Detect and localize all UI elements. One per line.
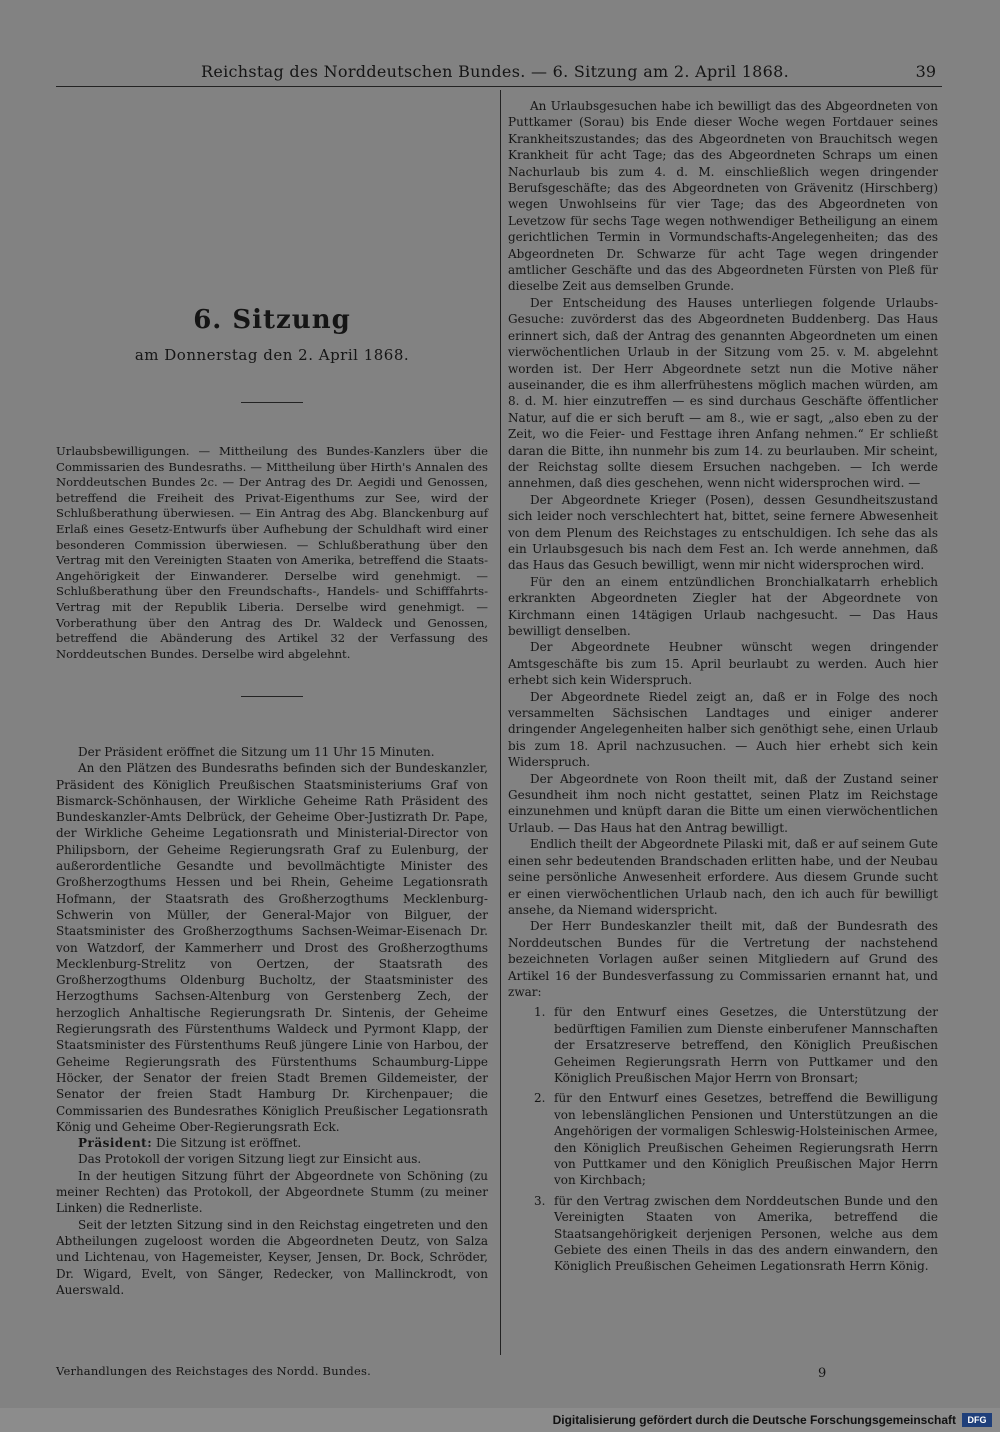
summary-text: Urlaubsbewilligungen. — Mittheilung des Bundes-Kanzlers über die Commissarien des Bundesraths. — Mittheilung über Hirth's Annalen des Norddeutschen Bundes 2c. — Der Antrag des Dr. Aegidi und Genossen, betreffend die Freiheit des Privat-Eigenthums zur See, wird der Schlußberathung überwiesen. — Ein Antrag des Abg. Blanckenburg auf Erlaß eines Gesetz-Entwurfs über Aufhebung der Schuldhaft wird einer besonderen Commission überwiesen. — Schlußberathung über den Vertrag mit den Vereinigten Staaten von Amerika, betreffend die Staats-Angehörigkeit der Einwanderer. Derselbe wird genehmigt. — Schlußberathung über den Freundschafts-, Handels- und Schifffahrts-Vertrag mit der Republik Liberia. Derselbe wird genehmigt. — Vorberathung über den Antrag des Dr. Waldeck und Genossen, betreffend die Abänderung des Artikel 32 der Verfassung des Norddeutschen Bundes. Derselbe wird abgelehnt. [56, 444, 488, 661]
sheet-number: 9 [818, 1366, 827, 1381]
paragraph: Der Entscheidung des Hauses unterliegen folgende Urlaubs-Gesuche: zuvörderst das des Abgeordneten Buddenberg. Das Haus erinnert sich, daß der Antrag des genannten Abgeordneten um einen vierwöchentlichen Urlaub in der Sitzung vom 25. v. M. abgelehnt worden ist. Der Herr Abgeordnete setzt nun die Motive näher auseinander, die es ihm allerfrühestens möglich machen würden, am 8. d. M. hier einzutreffen — es sind durchaus Geschäfte öffentlicher Natur, auf die er sich beruft — am 8., wie er sagt, „also eben zu der Zeit, wo die Feier- und Festtage ihren Anfang nehmen.“ Er schließt daran die Bitte, ihn nunmehr bis zum 14. zu beurlauben. Mir scheint, der Reichstag sollte diesem Ersuchen nachgeben. — Ich werde annehmen, daß dies geschehen, wenn nicht widersprochen wird. — [508, 295, 938, 491]
commissioner-list [508, 1004, 938, 1275]
running-header-title: Reichstag des Norddeutschen Bundes. — 6. Sitzung am 2. April 1868. [201, 62, 790, 81]
list-item-number: 2. [534, 1091, 546, 1106]
speaker-label: Präsident: [78, 1136, 153, 1151]
paragraph: Der Abgeordnete von Roon theilt mit, daß der Zustand seiner Gesundheit ihm noch nicht gestattet, seinen Platz im Reichstage einzunehmen und knüpft daran die Bitte um einen vierwöchentlichen Urlaub. — Das Haus hat den Antrag bewilligt. [508, 771, 938, 835]
paragraph: Endlich theilt der Abgeordnete Pilaski mit, daß er auf seinem Gute einen sehr bedeutenden Brandschaden erlitten habe, und der Neubau seine persönliche Anwesenheit erfordere. Aus diesem Grunde sucht er einen vierwöchentlichen Urlaub nach, den ich auch für bewilligt ansehe, da Niemand widerspricht. [508, 837, 938, 917]
session-title: 6. Sitzung [193, 305, 351, 335]
new-members-paragraph: Seit der letzten Sitzung sind in den Reichstag eingetreten und den Abtheilungen zugeloost worden die Abgeordneten Deutz, von Salza und Lichtenau, von Hagemeister, Keyser, Jensen, Dr. Bock, Schröder, Dr. Wigard, Evelt, von Sänger, Redecker, von Mallinckrodt, von Auerswald. [56, 1217, 488, 1297]
paragraph: Für den an einem entzündlichen Bronchialkatarrh erheblich erkrankten Abgeordneten Ziegler hat der Abgeordnete von Kirchmann einen 14tägigen Urlaub nachgesucht. — Das Haus bewilligt denselben. [508, 574, 938, 638]
list-item [508, 1090, 938, 1188]
section-rule [241, 402, 303, 403]
list-item [508, 1004, 938, 1086]
header-rule [56, 86, 942, 87]
paragraph: Der Herr Bundeskanzler theilt mit, daß der Bundesrath des Norddeutschen Bundes für die Vertretung der nachstehend bezeichneten Vorlagen außer seinen Mitgliedern auf Grund des Artikel 16 der Bundesverfassung zu Commissarien ernannt hat, und zwar: [508, 919, 938, 999]
list-item-number: 1. [534, 1005, 546, 1020]
page-number: 39 [915, 62, 936, 81]
footer-note: Verhandlungen des Reichstages des Nordd. Bundes. [56, 1364, 371, 1378]
paragraph: An Urlaubsgesuchen habe ich bewilligt das des Abgeordneten von Puttkamer (Sorau) bis Ende dieser Woche wegen Fortdauer seines Krankheitszustandes; das des Abgeordneten von Brauchitsch wegen Krankheit für acht Tage; das des Abgeordneten Schraps um einen Nachurlaub bis zum 4. d. M. einschließlich wegen dringender Berufsgeschäfte; das des Abgeordneten von Grävenitz (Hirschberg) wegen Unwohlseins für vier Tage; das des Abgeordneten von Levetzow für sechs Tage wegen nothwendiger Betheiligung an einem gerichtlichen Termin in Vormundschafts-Angelegenheiten; das des Abgeordneten Dr. Schwarze für acht Tage wegen dringender amtlicher Geschäfte und das des Abgeordneten Fürsten von Pleß für dieselbe Zeit aus demselben Grunde. [508, 99, 938, 294]
session-summary [56, 444, 488, 662]
president-speech [56, 1135, 488, 1151]
running-header [56, 62, 942, 88]
section-rule [241, 696, 303, 697]
list-item-text: für den Entwurf eines Gesetzes, die Unterstützung der bedürftigen Familien zum Dienste einberufener Mannschaften der Ersatzreserve betreffend, den Königlich Preußischen Geheimen Regierungsrath Herrn von Puttkamer und den Königlich Preußischen Major Herrn von Bronsart; [554, 1005, 938, 1085]
digitization-credit: Digitalisierung gefördert durch die Deutsche Forschungsgemeinschaft [552, 1413, 956, 1427]
protocol-paragraph: Das Protokoll der vorigen Sitzung liegt zur Einsicht aus. [78, 1152, 422, 1167]
list-item-number: 3. [534, 1193, 546, 1208]
list-item [508, 1193, 938, 1275]
attendance-paragraph: An den Plätzen des Bundesraths befinden sich der Bundeskanzler, Präsident des Königlich Preußischen Staatsministeriums Graf von Bismarck-Schönhausen, der Wirkliche Geheime Rath Präsident des Bundeskanzler-Amts Delbrück, der Geheime Ober-Justizrath Dr. Pape, der Wirkliche Geheime Legationsrath und Ministerial-Director von Philipsborn, der Geheime Regierungsrath Graf zu Eulenburg, der außerordentliche Gesandte und bevollmächtigte Minister des Großherzogthums Hessen und bei Rhein, Geheime Legationsrath Hofmann, der Staatsrath des Großherzogthums Mecklenburg-Schwerin von Müller, der General-Major von Bilguer, der Staatsminister des Großherzogthums Sachsen-Weimar-Eisenach Dr. von Watzdorf, der Kammerherr und Drost des Großherzogthums Mecklenburg-Strelitz von Oertzen, der Staatsrath des Großherzogthums Oldenburg Bucholtz, der Staatsminister des Herzogthums Sachsen-Altenburg von Gerstenberg Zech, der herzoglich Anhaltische Regierungsrath Dr. Sintenis, der Geheime Regierungsrath des Fürstenthums Waldeck und Pyrmont Klapp, der Staatsminister des Fürstenthums Reuß jüngere Linie von Harbou, der Geheime Regierungsrath des Fürstenthums Schaumburg-Lippe Höcker, der Senator der freien Stadt Bremen Gildemeister, der Senator der freien Stadt Hamburg Dr. Kirchenpauer; die Commissarien des Bundesrathes Königlich Preußischer Legationsrath König und Geheime Ober-Regierungsrath Eck. [56, 761, 488, 1134]
speech-text: Die Sitzung ist eröffnet. [156, 1136, 302, 1151]
list-item-text: für den Entwurf eines Gesetzes, betreffend die Bewilligung von lebenslänglichen Pensionen und Unterstützungen an die Angehörigen der vormaligen Schleswig-Holsteinischen Armee, den Königlich Preußischen Geheimen Regierungsrath Herrn von Puttkamer und den Königlich Preußischen Major Herrn von Kirchbach; [554, 1091, 938, 1188]
list-item-text: für den Vertrag zwischen dem Norddeutschen Bunde und den Vereinigten Staaten von Amerika, betreffend die Staatsangehörigkeit derjenigen Personen, welche aus dem Gebiete des einen Theils in das des andern einwandern, den Königlich Preußischen Geheimen Legationsrath Herrn König. [554, 1193, 938, 1274]
right-column [508, 98, 938, 1279]
credit-bar [0, 1408, 1000, 1432]
paragraph: Der Abgeordnete Krieger (Posen), dessen Gesundheitszustand sich leider noch verschlechtert hat, bittet, seine fernere Abwesenheit von dem Plenum des Reichstages zu entschuldigen. Ich sehe das als ein Urlaubsgesuch bis nach dem Fest an. Ich werde annehmen, daß das Haus das Gesuch bewilligt, wenn mir nicht widersprochen wird. [508, 492, 938, 573]
session-date: am Donnerstag den 2. April 1868. [134, 346, 410, 364]
opening-paragraph: Der Präsident eröffnet die Sitzung um 11 Uhr 15 Minuten. [78, 745, 435, 759]
column-divider [500, 90, 501, 1355]
paragraph: Der Abgeordnete Heubner wünscht wegen dringender Amtsgeschäfte bis zum 15. April beurlaubt zu werden. Auch hier erhebt sich kein Widerspruch. [508, 640, 938, 688]
dfg-logo: DFG [962, 1413, 992, 1427]
protocol-keepers-paragraph: In der heutigen Sitzung führt der Abgeordnete von Schöning (zu meiner Rechten) das Protokoll, der Abgeordnete Stumm (zu meiner Linken) die Rednerliste. [56, 1168, 488, 1216]
paragraph: Der Abgeordnete Riedel zeigt an, daß er in Folge des noch versammelten Sächsischen Landtages und einiger anderer dringender Angelegenheiten halber sich genöthigt sehe, einen Urlaub bis zum 18. April nachzusuchen. — Auch hier erhebt sich kein Widerspruch. [508, 689, 938, 770]
left-column [56, 744, 488, 1298]
